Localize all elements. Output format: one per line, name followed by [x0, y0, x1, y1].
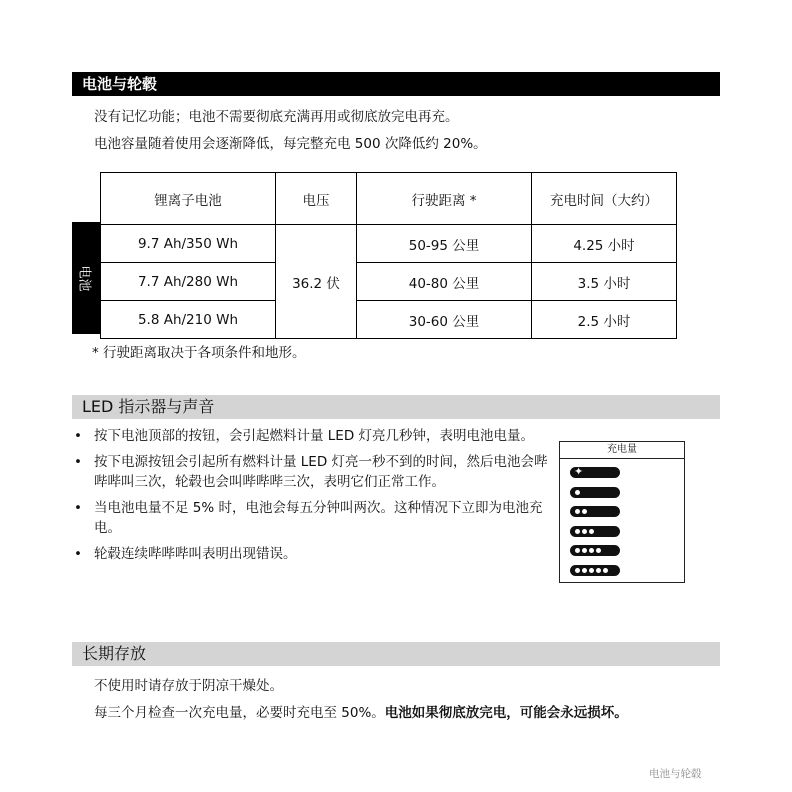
table-header-row — [101, 173, 677, 225]
storage-note: 不使用时请存放于阴凉干燥处。 — [94, 678, 283, 694]
charge-led-icon — [596, 568, 601, 573]
list-item-text: 按下电池顶部的按钮，会引起燃料计量 LED 灯亮几秒钟，表明电池电量。 — [94, 428, 535, 444]
charge-led-icon — [582, 548, 587, 553]
header-charge-time: 充电时间（大约） — [532, 173, 677, 225]
section-title-battery-hub: 电池与轮毂 — [72, 72, 720, 96]
list-item-text: 轮毂连续哔哔哔叫表明出现错误。 — [94, 546, 297, 562]
bullet-icon: • — [74, 546, 82, 562]
list-item-text: 按下电源按钮会引起所有燃料计量 LED 灯亮一秒不到的时间，然后电池会哔哔哔叫三次，轮毂也会叫哔哔哔三次，表明它们正常工作。 — [94, 454, 548, 490]
charge-led-icon — [575, 529, 580, 534]
header-range: 行驶距离 * — [357, 173, 532, 225]
header-battery-type: 锂离子电池 — [101, 173, 276, 225]
page-footer: 电池与轮毂 — [649, 768, 702, 780]
table-row — [101, 225, 677, 263]
charge-led-icon — [582, 509, 587, 514]
charge-led-icon — [603, 568, 608, 573]
list-item — [72, 498, 552, 538]
low-battery-flash-icon: ✦ — [574, 465, 584, 478]
battery-side-tab — [72, 222, 100, 334]
charge-level-row — [570, 506, 620, 517]
storage-warning — [94, 704, 628, 722]
battery-charge-time: 2.5 小时 — [532, 301, 677, 339]
charge-led-icon — [589, 568, 594, 573]
charge-level-row — [570, 526, 620, 537]
charge-led-icon — [596, 548, 601, 553]
charge-led-icon — [582, 529, 587, 534]
list-item — [72, 544, 552, 564]
battery-memory-note: 没有记忆功能；电池不需要彻底充满再用或彻底放完电再充。 — [94, 109, 459, 125]
table-row — [101, 263, 677, 301]
charge-led-icon — [575, 568, 580, 573]
battery-side-label: 电池 — [76, 264, 92, 292]
battery-voltage: 36.2 伏 — [276, 225, 357, 339]
charge-led-icon — [589, 548, 594, 553]
battery-capacity-note: 电池容量随着使用会逐渐降低，每完整充电 500 次降低约 20%。 — [94, 136, 487, 152]
list-item — [72, 426, 552, 446]
header-voltage: 电压 — [276, 173, 357, 225]
bullet-icon: • — [74, 454, 82, 470]
section-title-led-sound: LED 指示器与声音 — [72, 395, 720, 419]
charge-level-row — [570, 467, 620, 478]
battery-capacity: 5.8 Ah/210 Wh — [101, 301, 276, 339]
battery-capacity: 9.7 Ah/350 Wh — [101, 225, 276, 263]
section-title-long-term-storage: 长期存放 — [72, 642, 720, 666]
led-sound-list — [72, 426, 552, 570]
charge-led-icon — [589, 529, 594, 534]
battery-range: 30-60 公里 — [357, 301, 532, 339]
battery-range: 50-95 公里 — [357, 225, 532, 263]
charge-gauge-title: 充电量 — [560, 442, 684, 459]
battery-capacity: 7.7 Ah/280 Wh — [101, 263, 276, 301]
table-row — [101, 301, 677, 339]
battery-charge-time: 4.25 小时 — [532, 225, 677, 263]
bullet-icon: • — [74, 500, 82, 516]
list-item-text: 当电池电量不足 5% 时，电池会每五分钟叫两次。这种情况下立即为电池充电。 — [94, 500, 543, 536]
charge-level-row — [570, 565, 620, 576]
bullet-icon: • — [74, 428, 82, 444]
charge-led-icon — [582, 568, 587, 573]
range-footnote: * 行驶距离取决于各项条件和地形。 — [92, 345, 306, 361]
battery-charge-time: 3.5 小时 — [532, 263, 677, 301]
charge-level-row — [570, 545, 620, 556]
list-item — [72, 452, 552, 492]
charge-level-row — [570, 487, 620, 498]
charge-led-icon — [575, 509, 580, 514]
charge-gauge-illustration — [559, 441, 685, 583]
storage-check-text: 每三个月检查一次充电量，必要时充电至 50%。 — [94, 705, 385, 721]
storage-damage-warning: 电池如果彻底放完电，可能会永远损坏。 — [384, 705, 628, 721]
battery-spec-table — [100, 172, 677, 339]
charge-led-icon — [575, 490, 580, 495]
battery-range: 40-80 公里 — [357, 263, 532, 301]
charge-led-icon — [575, 548, 580, 553]
